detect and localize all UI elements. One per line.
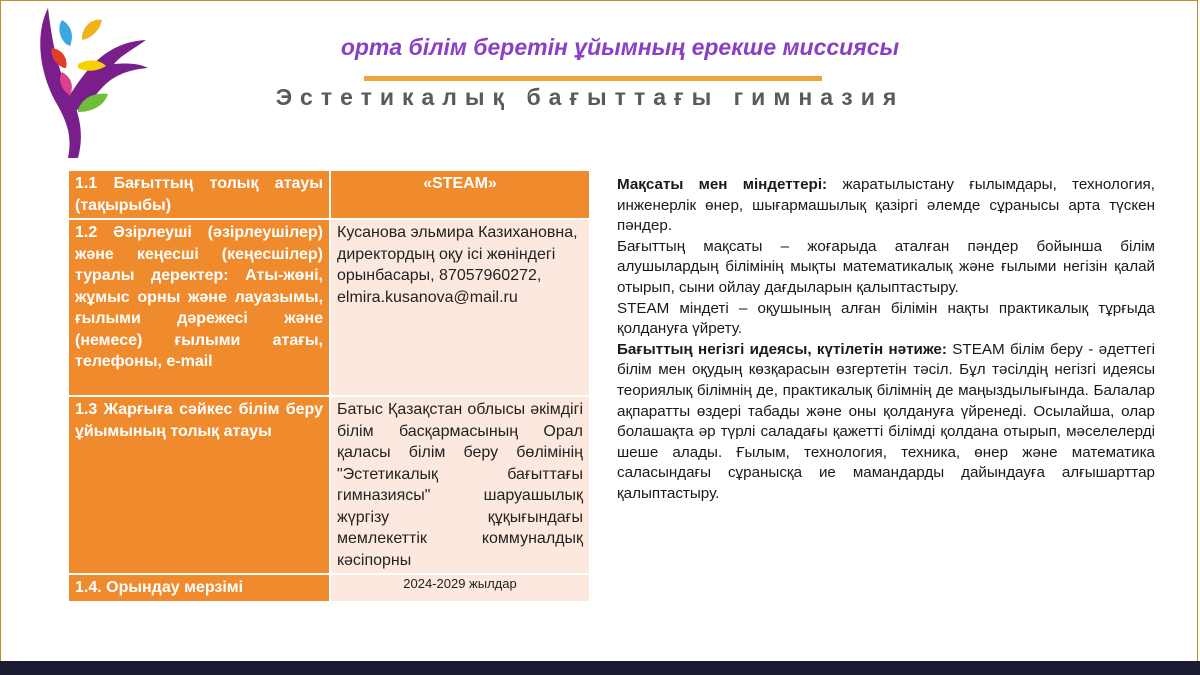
slide-subtitle: орта білім беретін ұйымның ерекше миссиясы (340, 34, 900, 60)
table-row (68, 219, 590, 396)
task-paragraph: STEAM міндеті – оқушының алған білімін нақты практикалық тұрғыда қолдануға үйрету. (617, 299, 1155, 338)
goals-paragraph (617, 175, 1155, 237)
goals-label: Мақсаты мен міндеттері: (617, 176, 828, 193)
row-key: 1.2 Әзірлеуші (әзірлеушілер) және кеңесші (кеңесшілер) туралы деректер: Аты-жөні, жұмыс орны және лауазымы, ғылыми дәрежесі және (немесе) ғылыми атағы, телефоны, e-mail (68, 219, 330, 396)
row-key: 1.4. Орындау мерзімі (68, 574, 330, 602)
row-value: Батыс Қазақстан облысы әкімдігі білім басқармасының Орал қаласы білім беру бөлімінің "Эстетикалық бағыттағы гимназиясы" шаруашылық жүргізу құқығындағы мемлекеттік коммуналдық кәсіпорны (330, 396, 590, 574)
footer-bar (0, 661, 1200, 675)
slide-title: Эстетикалық бағыттағы гимназия (275, 84, 905, 110)
row-value: 2024-2029 жылдар (330, 574, 590, 602)
project-info-table (67, 169, 591, 603)
row-value: «STEAM» (330, 170, 590, 219)
title-divider (364, 76, 822, 81)
row-key: 1.1 Бағыттың толық атауы (тақырыбы) (68, 170, 330, 219)
idea-text: STEAM білім беру - әдеттегі білім мен оқудың көзқарасын өзгертетін тәсіл. Бұл тәсілдің негізгі идеясы теориялық білімнің де, практикалық білімнің де маңыздылығында. Балалар ақпаратты өздері табады және оны қолдануға үйренеді. Осылайша, олар болашақта әр түрлі саладағы қажетті білімді қолдана отырып, мәселелерді шеше алады. Ғылым, технология, техника, өнер және математика саласындағы сұранысқа ие мамандарды дайындауға алғышарттар қалыптастыру. (617, 340, 1156, 502)
row-value: Кусанова эльмира Казихановна, директордың оқу ісі жөніндегі орынбасары, 87057960272, elmira.kusanova@mail.ru (330, 219, 590, 396)
description-block (617, 175, 1155, 505)
table-row (68, 170, 590, 219)
idea-label: Бағыттың негізгі идеясы, күтілетін нәтиже: (617, 340, 947, 358)
table-row (68, 396, 590, 574)
table-row (68, 574, 590, 602)
row-key: 1.3 Жарғыға сәйкес білім беру ұйымының толық атауы (68, 396, 330, 574)
bird-logo (28, 6, 158, 168)
aim-paragraph: Бағыттың мақсаты – жоғарыда аталған пәндер бойынша білім алушылардың білімінің мықты математикалық және ғылыми негізін қалай отырып, сыни ойлау дағдыларын қалыптастыру. (617, 237, 1155, 296)
idea-paragraph (617, 340, 1155, 505)
goals-text: жаратылыстану ғылымдары, технология, инженерлік өнер, шығармашылық қазіргі әлемде сұранысы арта түскен пәндер. (617, 176, 1155, 235)
